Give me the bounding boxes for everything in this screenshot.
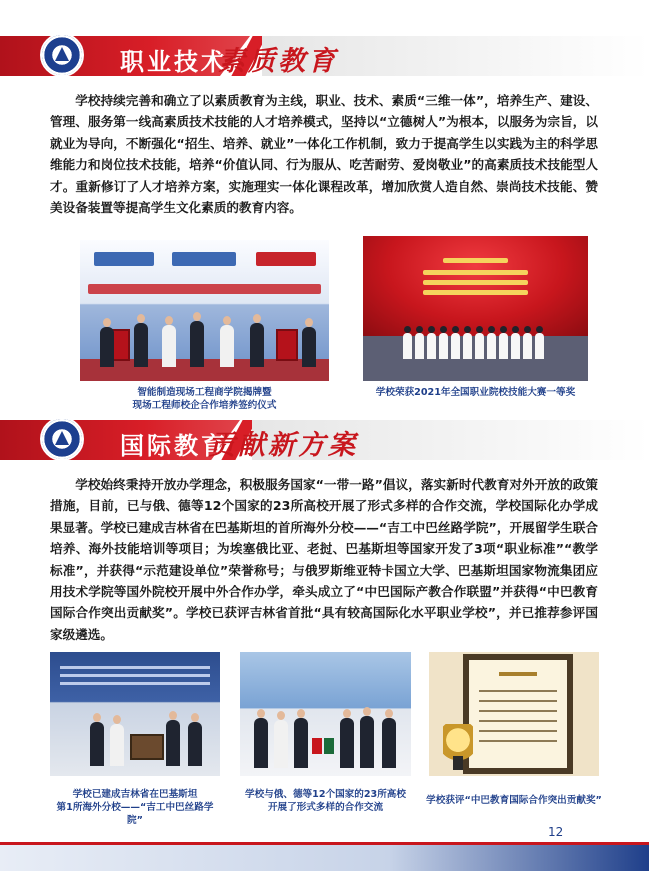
section2-paragraph: 学校始终秉持开放办学理念，积极服务国家“一带一路”倡议，落实新时代教育对外开放的政策措施，目前，已与俄、德等12个国家的23所高校开展了形式多样的合作交流，学校国际化办学成果显著。学校已建成吉林省在巴基斯坦的首所海外分校——“吉工中巴丝路学院”，开展留学生联合培养、海外技能培训等项目；为埃塞俄比亚、老挝、巴基斯坦等国家开发了3项“职业标准”“教学标准”，并获得“示范建设单位”荣誉称号；与俄罗斯维亚特卡国立大学、巴基斯坦国家物流集团应用技术学院等国外院校开展中外合作办学，牵头成立了“中巴国际产教合作联盟”并获得“中巴教育国际合作突出贡献奖”。学校已获评吉林省首批“具有较高国际化水平职业学校”，并已推荐参评国家级遴选。 (50, 477, 598, 642)
cooperation-meeting-photo (240, 652, 411, 776)
section1-script-title: 素质教育 (218, 46, 338, 77)
school-emblem-icon (40, 33, 84, 77)
footer-red-rule (0, 842, 649, 845)
overseas-campus-photo (50, 652, 220, 776)
section1-header (0, 30, 649, 82)
footer-band (0, 842, 649, 871)
photo2-caption: 学校荣获2021年全国职业院校技能大赛一等奖 (375, 387, 576, 398)
school-emblem-icon (40, 417, 84, 461)
photo4-caption (240, 788, 411, 814)
page-number: 12 (548, 825, 564, 839)
award-stage-photo (363, 236, 588, 381)
photo3-caption-line2: 第1所海外分校——“吉工中巴丝路学院” (56, 802, 214, 826)
section1-title: 职业技术 (120, 48, 228, 76)
photo4-caption-line2: 开展了形式多样的合作交流 (267, 802, 384, 813)
section2-script-title: 贡献新方案 (208, 430, 358, 461)
photo5-caption: 学校获评“中巴教育国际合作突出贡献奖” (426, 795, 602, 806)
trophy-icon (443, 724, 473, 770)
photo1-caption-line2: 现场工程师校企合作培养签约仪式 (132, 400, 277, 411)
photo3-caption (50, 788, 220, 827)
certificate-photo (429, 652, 599, 776)
section2-title: 国际教育 (120, 432, 228, 460)
ceremony-photo (80, 240, 329, 381)
section2-header (0, 414, 649, 466)
photo3-caption-line1: 学校已建成吉林省在巴基斯坦 (72, 789, 198, 800)
photo4-caption-line1: 学校与俄、德等12个国家的23所高校 (244, 789, 406, 800)
section1-paragraph: 学校持续完善和确立了以素质教育为主线，职业、技术、素质“三维一体”，培养生产、建设、管理、服务第一线高素质技术技能的人才培养模式，坚持以“立德树人”为根本，以服务为宗旨，以就业为导向，不断强化“招生、培养、就业”一体化工作机制，致力于提高学生以实践为主的科学思维能力和岗位技术技能，培养“价值认同、行为服从、吃苦耐劳、爱岗敬业”的高素质技术技能型人才。重新修订了人才培养方案，实施理实一体化课程改革，增加欣赏人造自然、崇尚技术技能、赞美设备装置等提高学生文化素质的教育内容。 (50, 93, 598, 216)
photo1-caption-line1: 智能制造现场工程商学院揭牌暨 (137, 387, 272, 398)
photo1-caption (80, 386, 329, 412)
